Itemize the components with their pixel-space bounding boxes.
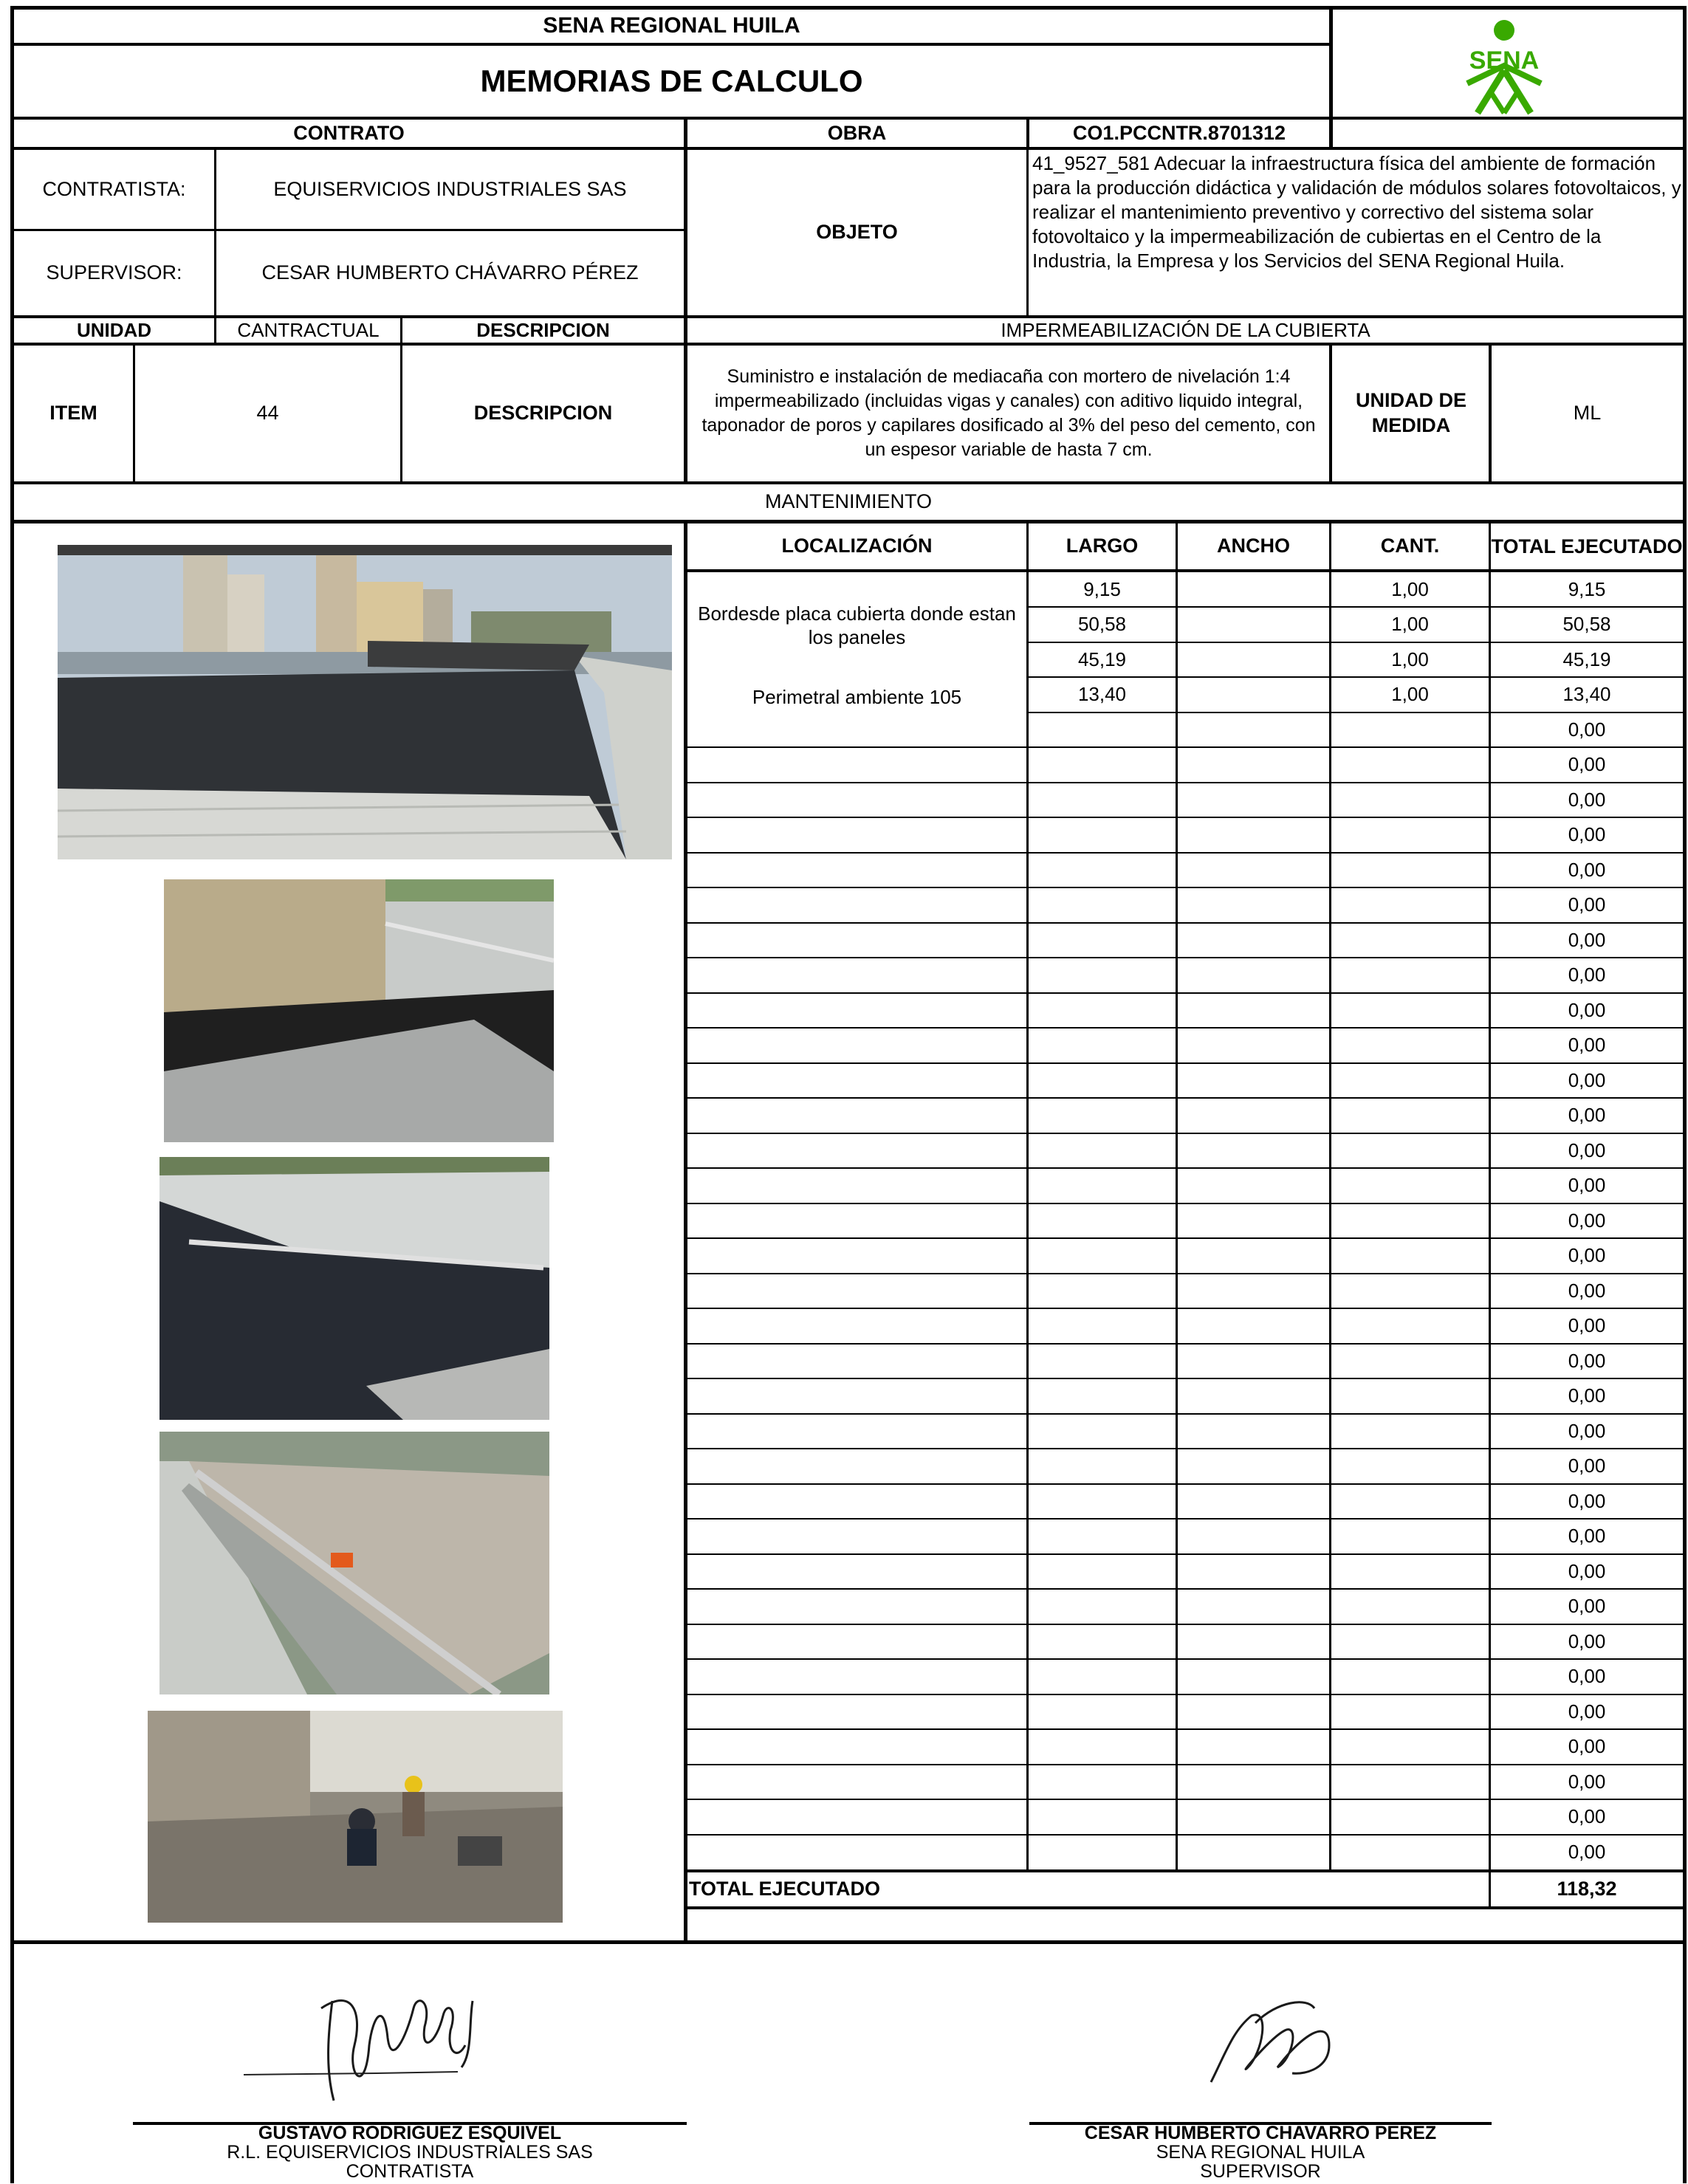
supervisor-signature-image xyxy=(1181,1986,1351,2104)
cell-total: 0,00 xyxy=(1568,1280,1606,1302)
photo-workers xyxy=(148,1711,563,1923)
cell-total: 0,00 xyxy=(1568,1665,1606,1688)
cell-largo: 13,40 xyxy=(1077,683,1127,706)
cell-cant xyxy=(1331,818,1489,851)
cell-ancho xyxy=(1178,1064,1329,1097)
cell-largo xyxy=(1029,1660,1176,1693)
descripcion-label: DESCRIPCION xyxy=(473,402,613,425)
cell-largo xyxy=(1029,1415,1176,1448)
cell-ancho xyxy=(1178,1169,1329,1202)
cell-total: 0,00 xyxy=(1568,929,1606,952)
cell-ancho xyxy=(1178,1590,1329,1623)
cell-ancho xyxy=(1178,1099,1329,1132)
cell-total: 0,00 xyxy=(1568,1174,1606,1197)
sena-logo xyxy=(1333,10,1683,117)
cell-largo xyxy=(1029,958,1176,992)
cell-cant xyxy=(1331,958,1489,992)
cell-cant xyxy=(1331,1415,1489,1448)
cell-ancho xyxy=(1178,1379,1329,1412)
cell-largo xyxy=(1029,1064,1176,1097)
cell-ancho xyxy=(1178,1625,1329,1658)
cell-total: 0,00 xyxy=(1568,1560,1606,1583)
cell-cant xyxy=(1331,1204,1489,1237)
unidad-label: UNIDAD xyxy=(76,319,152,342)
cell-largo xyxy=(1029,1029,1176,1062)
location-bordes: Bordesde placa cubierta donde estan los paneles xyxy=(687,572,1026,679)
cell-cant xyxy=(1331,1590,1489,1623)
cell-total: 0,00 xyxy=(1568,1805,1606,1828)
cell-total: 45,19 xyxy=(1562,648,1611,671)
cell-total: 0,00 xyxy=(1568,1735,1606,1758)
cell-ancho xyxy=(1178,1274,1329,1308)
cell-ancho xyxy=(1178,958,1329,992)
cell-cant xyxy=(1331,1169,1489,1202)
cell-ancho xyxy=(1178,1309,1329,1342)
cell-cant xyxy=(1331,1134,1489,1167)
objeto-text: 41_9527_581 Adecuar la infraestructura física del ambiente de formación para la producción didáctica y validación de módulos solares fotovoltaicos, y realizar el mantenimiento preventivo y correctivo del sistema solar fotovoltaico y la impermeabilización de cubiertas en el Centro de la Industria, la Empresa y los Servicios del SENA Regional Huila. xyxy=(1032,152,1681,272)
regional-title: SENA REGIONAL HUILA xyxy=(543,13,800,38)
cell-largo xyxy=(1029,1555,1176,1588)
cell-ancho xyxy=(1178,854,1329,887)
unidad-value: CANTRACTUAL xyxy=(237,319,380,342)
cell-largo xyxy=(1029,1099,1176,1132)
cell-total: 0,00 xyxy=(1568,1244,1606,1267)
cell-cant: 1,00 xyxy=(1391,578,1429,601)
obra-label: OBRA xyxy=(827,121,887,144)
cell-largo: 45,19 xyxy=(1077,648,1127,671)
cell-largo xyxy=(1029,1590,1176,1623)
cell-cant xyxy=(1331,1730,1489,1763)
col-header-cant: CANT. xyxy=(1380,535,1440,557)
cell-ancho xyxy=(1178,1449,1329,1483)
cell-largo xyxy=(1029,924,1176,957)
cell-largo xyxy=(1029,1204,1176,1237)
cell-total: 0,00 xyxy=(1568,1384,1606,1407)
cell-largo xyxy=(1029,994,1176,1027)
item-label: ITEM xyxy=(49,402,97,425)
cell-total: 0,00 xyxy=(1568,1209,1606,1232)
cell-ancho xyxy=(1178,748,1329,781)
cell-cant xyxy=(1331,1379,1489,1412)
cell-cant xyxy=(1331,1765,1489,1799)
cell-ancho xyxy=(1178,1730,1329,1763)
cell-cant xyxy=(1331,994,1489,1027)
cell-largo xyxy=(1029,1379,1176,1412)
cell-total: 0,00 xyxy=(1568,1595,1606,1618)
cell-total: 0,00 xyxy=(1568,893,1606,916)
cell-ancho xyxy=(1178,1800,1329,1833)
cell-cant xyxy=(1331,1345,1489,1378)
cell-cant xyxy=(1331,1064,1489,1097)
contractor-company: R.L. EQUISERVICIOS INDUSTRIALES SAS xyxy=(227,2142,593,2163)
supervisor-org: SENA REGIONAL HUILA xyxy=(1156,2142,1365,2163)
cell-cant xyxy=(1331,1309,1489,1342)
unidad-medida-value: ML xyxy=(1573,402,1602,425)
cell-cant: 1,00 xyxy=(1391,648,1429,671)
col-header-largo: LARGO xyxy=(1066,535,1139,557)
cell-cant xyxy=(1331,888,1489,921)
cell-cant: 1,00 xyxy=(1391,613,1429,636)
cell-total: 0,00 xyxy=(1568,1490,1606,1513)
cell-ancho xyxy=(1178,1485,1329,1518)
photo-parapet xyxy=(159,1157,549,1420)
cell-largo xyxy=(1029,818,1176,851)
cell-cant xyxy=(1331,1099,1489,1132)
cell-cant xyxy=(1331,1695,1489,1728)
cell-total: 0,00 xyxy=(1568,1771,1606,1793)
cell-ancho xyxy=(1178,924,1329,957)
cell-largo xyxy=(1029,1836,1176,1869)
cell-total: 0,00 xyxy=(1568,1139,1606,1162)
cell-largo xyxy=(1029,854,1176,887)
location-perimetral: Perimetral ambiente 105 xyxy=(687,680,1026,715)
cell-ancho xyxy=(1178,1204,1329,1237)
cell-cant xyxy=(1331,854,1489,887)
cell-cant xyxy=(1331,1625,1489,1658)
cell-ancho xyxy=(1178,1836,1329,1869)
cell-cant xyxy=(1331,1660,1489,1693)
contratista-label: CONTRATISTA: xyxy=(42,177,186,200)
cell-total: 0,00 xyxy=(1568,753,1606,776)
supervisor-role: SUPERVISOR xyxy=(1200,2161,1321,2183)
contract-number: CO1.PCCNTR.8701312 xyxy=(1072,121,1286,144)
contrato-label: CONTRATO xyxy=(293,121,405,144)
photo-long-parapet xyxy=(159,1432,549,1694)
section-label: MANTENIMIENTO xyxy=(764,490,932,513)
cell-largo xyxy=(1029,1765,1176,1799)
cell-cant: 1,00 xyxy=(1391,683,1429,706)
cell-ancho xyxy=(1178,1345,1329,1378)
cell-ancho xyxy=(1178,994,1329,1027)
cell-cant xyxy=(1331,783,1489,817)
item-value: 44 xyxy=(256,402,279,425)
col-header-ancho: ANCHO xyxy=(1217,535,1290,557)
cell-largo xyxy=(1029,1800,1176,1833)
supervisor-label: SUPERVISOR: xyxy=(46,261,182,284)
col-header-total: TOTAL EJECUTADO xyxy=(1491,535,1683,557)
cell-total: 0,00 xyxy=(1568,823,1606,846)
cell-total: 0,00 xyxy=(1568,1525,1606,1548)
descripcion-text: Suministro e instalación de mediacaña con mortero de nivelación 1:4 impermeabilizado (incluidas vigas y canales) con aditivo liquido integral, taponador de poros y capilares dosificado al 3% del peso del cemento, con un espesor variable de hasta 7 cm. xyxy=(701,366,1316,460)
cell-largo xyxy=(1029,783,1176,817)
sena-logo-text: SENA xyxy=(1469,47,1540,75)
cell-total: 0,00 xyxy=(1568,1034,1606,1057)
cell-largo xyxy=(1029,1519,1176,1553)
cell-largo xyxy=(1029,888,1176,921)
cell-largo xyxy=(1029,1485,1176,1518)
cell-cant xyxy=(1331,713,1489,746)
cell-ancho xyxy=(1178,1239,1329,1272)
cell-largo xyxy=(1029,1730,1176,1763)
cell-ancho xyxy=(1178,1555,1329,1588)
cell-total: 0,00 xyxy=(1568,1104,1606,1127)
unidad-medida-label: UNIDAD DE MEDIDA xyxy=(1355,389,1466,436)
cell-cant xyxy=(1331,1555,1489,1588)
total-ejecutado-label: TOTAL EJECUTADO xyxy=(689,1878,881,1900)
cell-total: 13,40 xyxy=(1562,683,1611,706)
cell-ancho xyxy=(1178,1765,1329,1799)
cell-ancho xyxy=(1178,713,1329,746)
page-title: MEMORIAS DE CALCULO xyxy=(480,63,863,98)
cell-cant xyxy=(1331,1239,1489,1272)
cell-ancho xyxy=(1178,1134,1329,1167)
descripcion-value-header: IMPERMEABILIZACIÓN DE LA CUBIERTA xyxy=(1001,319,1370,342)
contractor-name: GUSTAVO RODRIGUEZ ESQUIVEL xyxy=(258,2123,562,2144)
cell-cant xyxy=(1331,1449,1489,1483)
cell-total: 0,00 xyxy=(1568,1455,1606,1477)
cell-total: 0,00 xyxy=(1568,789,1606,811)
cell-largo xyxy=(1029,1449,1176,1483)
cell-cant xyxy=(1331,1485,1489,1518)
cell-total: 0,00 xyxy=(1568,718,1606,741)
contractor-signature-image xyxy=(236,1957,517,2112)
cell-total: 50,58 xyxy=(1562,613,1611,636)
cell-largo xyxy=(1029,713,1176,746)
cell-largo xyxy=(1029,1169,1176,1202)
photo-wall-membrane xyxy=(164,879,554,1142)
cell-largo xyxy=(1029,1239,1176,1272)
cell-ancho xyxy=(1178,1519,1329,1553)
objeto-label: OBJETO xyxy=(816,221,898,244)
cell-cant xyxy=(1331,1519,1489,1553)
col-header-localizacion: LOCALIZACIÓN xyxy=(781,535,933,557)
cell-cant xyxy=(1331,748,1489,781)
cell-ancho xyxy=(1178,1029,1329,1062)
cell-total: 0,00 xyxy=(1568,964,1606,986)
supervisor-name: CESAR HUMBERTO CHAVARRO PEREZ xyxy=(1084,2123,1437,2144)
cell-largo xyxy=(1029,1309,1176,1342)
cell-cant xyxy=(1331,1274,1489,1308)
photo-rooftop-membrane xyxy=(58,545,672,859)
cell-largo: 50,58 xyxy=(1077,613,1127,636)
contractor-role: CONTRATISTA xyxy=(346,2161,474,2183)
cell-cant xyxy=(1331,1836,1489,1869)
cell-ancho xyxy=(1178,783,1329,817)
cell-largo xyxy=(1029,1625,1176,1658)
cell-largo xyxy=(1029,1345,1176,1378)
supervisor-value: CESAR HUMBERTO CHÁVARRO PÉREZ xyxy=(261,261,639,284)
cell-cant xyxy=(1331,1029,1489,1062)
cell-largo xyxy=(1029,1695,1176,1728)
cell-ancho xyxy=(1178,888,1329,921)
cell-ancho xyxy=(1178,1695,1329,1728)
total-ejecutado-value: 118,32 xyxy=(1557,1878,1617,1900)
cell-total: 0,00 xyxy=(1568,1314,1606,1337)
cell-total: 9,15 xyxy=(1568,578,1606,601)
cell-largo xyxy=(1029,1134,1176,1167)
cell-ancho xyxy=(1178,643,1329,676)
cell-total: 0,00 xyxy=(1568,1841,1606,1864)
descripcion-label-header: DESCRIPCION xyxy=(476,319,610,342)
cell-cant xyxy=(1331,924,1489,957)
cell-total: 0,00 xyxy=(1568,1350,1606,1373)
cell-ancho xyxy=(1178,1660,1329,1693)
cell-ancho xyxy=(1178,818,1329,851)
contratista-value: EQUISERVICIOS INDUSTRIALES SAS xyxy=(273,177,627,200)
cell-ancho xyxy=(1178,573,1329,606)
cell-total: 0,00 xyxy=(1568,1420,1606,1443)
cell-cant xyxy=(1331,1800,1489,1833)
cell-largo: 9,15 xyxy=(1083,578,1121,601)
cell-total: 0,00 xyxy=(1568,1630,1606,1653)
cell-largo xyxy=(1029,748,1176,781)
cell-ancho xyxy=(1178,1415,1329,1448)
cell-ancho xyxy=(1178,608,1329,641)
cell-total: 0,00 xyxy=(1568,999,1606,1022)
cell-largo xyxy=(1029,1274,1176,1308)
cell-ancho xyxy=(1178,678,1329,711)
cell-total: 0,00 xyxy=(1568,1069,1606,1092)
cell-total: 0,00 xyxy=(1568,859,1606,882)
cell-total: 0,00 xyxy=(1568,1700,1606,1723)
